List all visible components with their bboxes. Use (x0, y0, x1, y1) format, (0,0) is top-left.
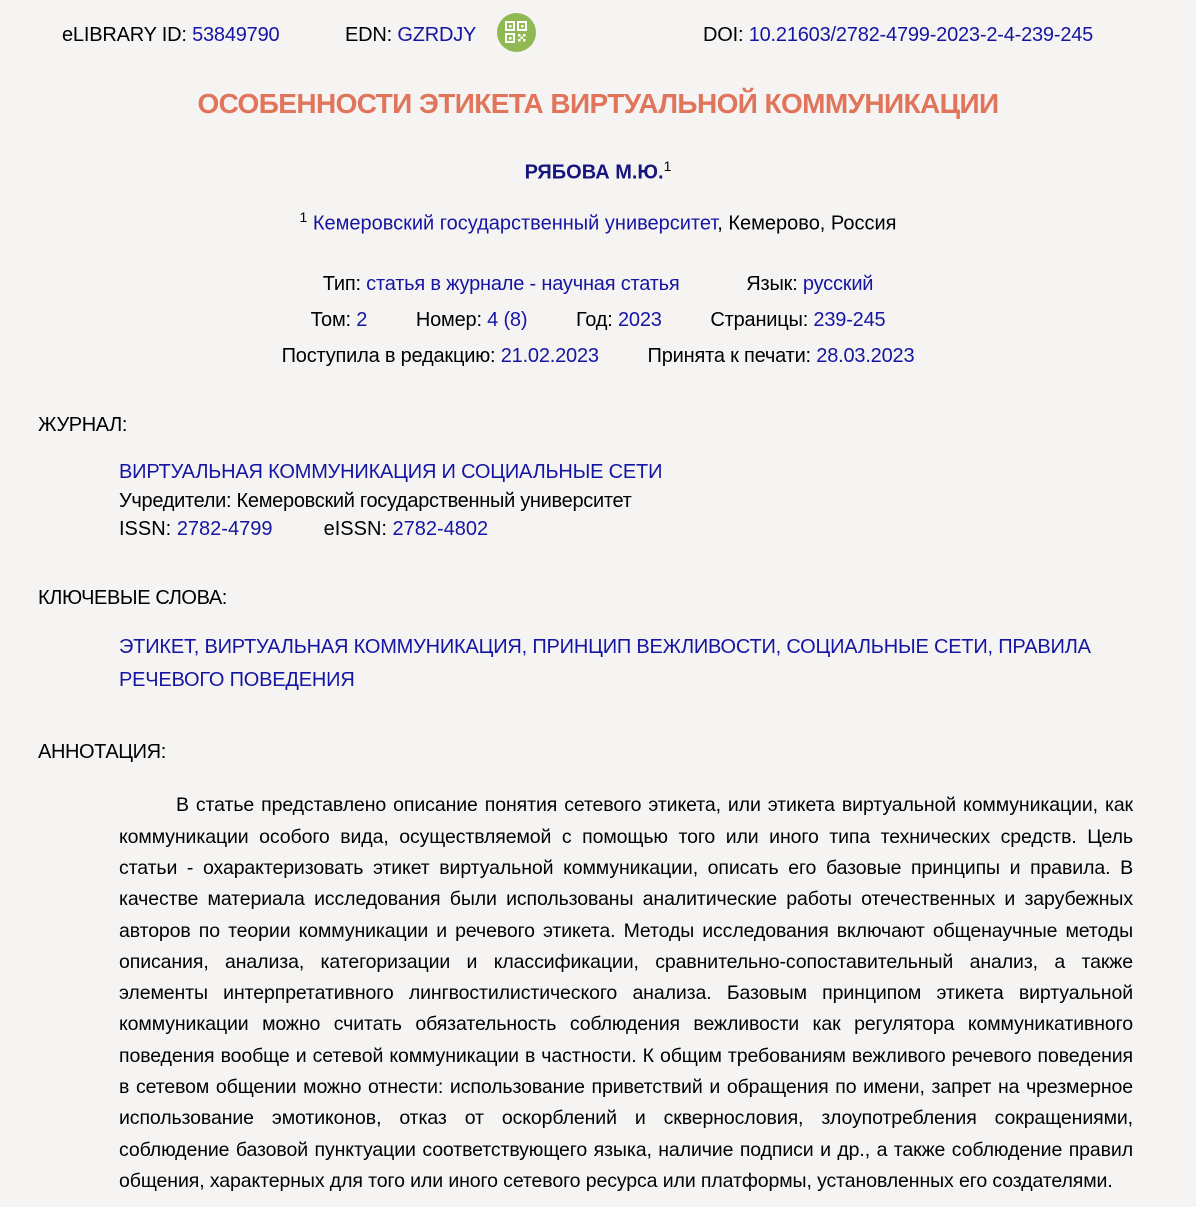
affiliation-line (0, 209, 1196, 236)
keywords-list (119, 631, 1133, 697)
language-link[interactable]: русский (802, 273, 874, 296)
affiliation-mark: 1 (299, 208, 308, 225)
number-link[interactable]: 4 (8) (487, 309, 528, 332)
doi-label: DOI: (703, 24, 744, 46)
elibrary-id-label: eLIBRARY ID: (62, 24, 187, 46)
header-bar (0, 0, 1196, 60)
author-line (0, 158, 1196, 185)
keyword-links[interactable]: ЭТИКЕТ, ВИРТУАЛЬНАЯ КОММУНИКАЦИЯ, ПРИНЦИП ВЕЖЛИВОСТИ, СОЦИАЛЬНЫЕ СЕТИ, ПРАВИЛА РЕЧЕВОГО ПОВЕДЕНИЯ (119, 636, 1091, 692)
author-footnote-mark: 1 (663, 158, 672, 174)
journal-block (119, 459, 1133, 543)
dates-line (0, 345, 1196, 368)
affiliation-link[interactable]: Кемеровский государственный университет (312, 212, 718, 235)
issn-label: ISSN: (119, 518, 172, 541)
qr-code-icon[interactable] (497, 13, 536, 52)
journal-section-label: ЖУРНАЛ: (38, 414, 128, 437)
year-link[interactable]: 2023 (617, 309, 662, 332)
volume-link[interactable]: 2 (356, 309, 368, 332)
journal-name-link[interactable]: ВИРТУАЛЬНАЯ КОММУНИКАЦИЯ И СОЦИАЛЬНЫЕ СЕТИ (119, 461, 663, 484)
type-label: Тип: (322, 273, 361, 296)
edn-group (345, 24, 476, 47)
eissn-label: eISSN: (323, 518, 387, 541)
edn-label: EDN: (345, 24, 392, 46)
edn-link[interactable]: GZRDJY (397, 24, 477, 46)
doi-link[interactable]: 10.21603/2782-4799-2023-2-4-239-245 (748, 24, 1094, 46)
type-language-line (0, 273, 1196, 296)
affiliation-location: , Кемерово, Россия (717, 212, 897, 235)
eissn-link[interactable]: 2782-4802 (392, 518, 489, 541)
elibrary-id-link[interactable]: 53849790 (192, 24, 280, 46)
number-label: Номер: (415, 309, 482, 332)
keywords-section-label: КЛЮЧЕВЫЕ СЛОВА: (38, 587, 227, 610)
author-link[interactable]: РЯБОВА М.Ю. (524, 161, 664, 184)
issn-link[interactable]: 2782-4799 (176, 518, 273, 541)
received-date: 21.02.2023 (500, 345, 599, 368)
doi-group (703, 24, 1093, 47)
year-label: Год: (576, 309, 613, 332)
elibrary-id-group (62, 24, 279, 47)
founders-label: Учредители: (119, 490, 232, 513)
pages-link[interactable]: 239-245 (813, 309, 886, 332)
accepted-date: 28.03.2023 (816, 345, 915, 368)
page-title: ОСОБЕННОСТИ ЭТИКЕТА ВИРТУАЛЬНОЙ КОММУНИКАЦИИ (197, 88, 999, 119)
founders-value: Кемеровский государственный университет (236, 490, 632, 513)
accepted-label: Принята к печати: (647, 345, 811, 368)
abstract-section-label: АННОТАЦИЯ: (38, 741, 166, 764)
volume-label: Том: (310, 309, 351, 332)
pages-label: Страницы: (710, 309, 809, 332)
language-label: Язык: (746, 273, 798, 296)
abstract-text: В статье представлено описание понятия сетевого этикета, или этикета виртуальной коммуникации, как коммуникации особого вида, осуществляемой с помощью того или иного типа технических средств. Цель статьи - охарактеризовать этикет виртуальной коммуникации, описать его базовые принципы и правила. В качестве материала исследования были использованы аналитические работы отечественных и зарубежных авторов по теории коммуникации и речевого этикета. Методы исследования включают общенаучные методы описания, анализа, категоризации и классификации, сравнительно-сопоставительный анализ, а также элементы интерпретативного лингвостилистического анализа. Базовым принципом этикета виртуальной коммуникации можно считать обязательность соблюдения вежливости как регулятора коммуникативного поведения вообще и сетевой коммуникации в частности. К общим требованиям вежливого речевого поведения в сетевом общении можно отнести: использование приветствий и обращения по имени, запрет на чрезмерное использование эмотиконов, отказ от оскорблений и сквернословия, злоупотребления сокращениями, соблюдение базовой пунктуации соответствующего языка, наличие подписи и др., а также соблюдение правил общения, характерных для того или иного сетевого ресурса или платформы, установленных его создателями. (119, 794, 1133, 1192)
type-link[interactable]: статья в журнале - научная статья (366, 273, 680, 296)
volume-line (0, 309, 1196, 332)
received-label: Поступила в редакцию: (281, 345, 496, 368)
